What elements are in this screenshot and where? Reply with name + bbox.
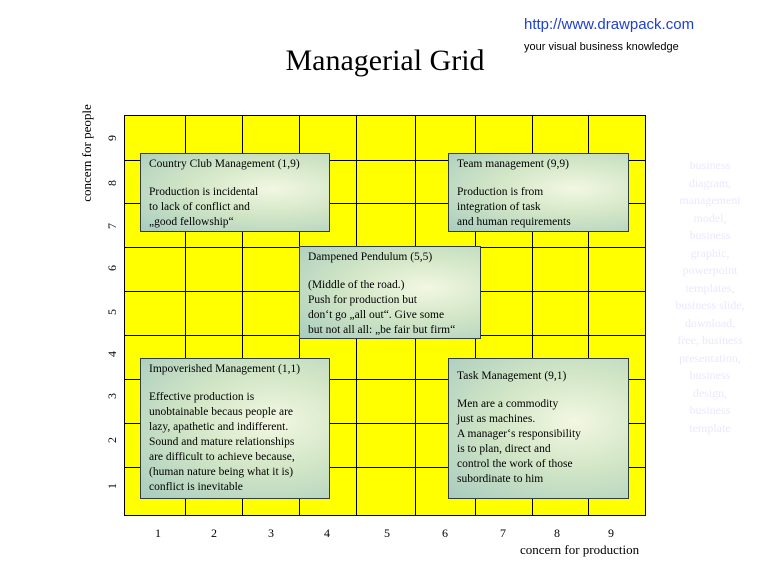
y-tick: 8 — [105, 180, 119, 186]
box-impoverished-title: Impoverished Management (1,1) — [149, 363, 301, 375]
watermark-line: free, business — [677, 333, 743, 347]
watermark-line: powerpoint — [682, 263, 738, 277]
y-tick: 7 — [105, 223, 119, 229]
box-line: are difficult to achieve because, — [149, 451, 295, 463]
x-tick: 9 — [608, 526, 614, 540]
box-country-club — [140, 153, 330, 232]
y-tick: 1 — [105, 483, 119, 489]
box-team — [448, 153, 629, 232]
page-title: Managerial Grid — [285, 44, 485, 77]
tagline: your visual business knowledge — [524, 41, 679, 53]
box-line: conflict is inevitable — [149, 481, 243, 493]
box-line: and human requirements — [457, 216, 571, 228]
box-line: just as machines. — [457, 413, 536, 425]
y-tick: 3 — [105, 393, 119, 399]
y-tick: 5 — [105, 309, 119, 315]
box-line: Men are a commodity — [457, 398, 559, 410]
y-tick: 9 — [105, 135, 119, 141]
box-line: Sound and mature relationships — [149, 436, 295, 448]
x-tick: 3 — [268, 526, 274, 540]
watermark-line: diagram, — [688, 175, 732, 190]
watermark-line: business — [689, 228, 731, 242]
box-task-title: Task Management (9,1) — [457, 370, 567, 382]
x-tick: 6 — [442, 526, 448, 540]
box-line: control the work of those — [457, 458, 573, 470]
watermark-line: graphic, — [690, 245, 730, 260]
y-tick: 4 — [105, 351, 119, 357]
box-line: „good fellowship“ — [149, 216, 234, 228]
box-country-club-title: Country Club Management (1,9) — [149, 158, 300, 170]
watermark-text — [660, 157, 760, 437]
watermark-line: management — [679, 193, 741, 207]
box-line: Push for production but — [308, 294, 417, 306]
box-line: (Middle of the road.) — [308, 279, 405, 291]
watermark-line: design, — [692, 385, 728, 400]
box-team-title: Team management (9,9) — [457, 158, 569, 170]
watermark-line: download, — [684, 315, 736, 330]
watermark-line: templates, — [685, 280, 735, 295]
box-line: subordinate to him — [457, 473, 544, 485]
box-impoverished — [140, 358, 330, 499]
box-line: Production is incidental — [149, 186, 259, 198]
y-tick: 2 — [105, 437, 119, 443]
watermark-line: business — [689, 158, 731, 172]
watermark-line: template — [689, 420, 731, 435]
x-axis-label: concern for production — [520, 542, 640, 557]
watermark-line: business slide, — [675, 298, 745, 312]
x-tick: 2 — [211, 526, 217, 540]
watermark-line: business — [689, 403, 731, 417]
box-line: Effective production is — [149, 391, 255, 403]
watermark-line: business — [689, 368, 731, 382]
box-dampened-pendulum — [299, 246, 481, 339]
box-line: but not all all: „be fair but firm“ — [308, 324, 456, 336]
box-line: lazy, apathetic and indifferent. — [149, 421, 289, 433]
x-tick: 4 — [324, 526, 330, 540]
y-axis-label: concern for people — [79, 104, 94, 202]
watermark-line: presentation, — [679, 350, 741, 365]
x-tick: 1 — [155, 526, 161, 540]
box-line: unobtainable becaus people are — [149, 406, 294, 418]
y-tick: 6 — [105, 265, 119, 271]
website-url-link[interactable]: http://www.drawpack.com — [524, 16, 695, 33]
box-line: integration of task — [457, 201, 541, 213]
x-tick: 5 — [384, 526, 390, 540]
box-line: to lack of conflict and — [149, 201, 250, 213]
box-line: don‘t go „all out“. Give some — [308, 309, 445, 321]
box-task — [448, 358, 629, 499]
x-tick: 8 — [554, 526, 560, 540]
box-line: (human nature being what it is) — [149, 466, 294, 478]
box-dampened-pendulum-title: Dampened Pendulum (5,5) — [308, 251, 433, 263]
box-line: Production is from — [457, 186, 544, 198]
box-line: is to plan, direct and — [457, 443, 551, 455]
watermark-line: model, — [693, 210, 727, 225]
box-line: A manager‘s responsibility — [457, 428, 581, 440]
x-tick: 7 — [500, 526, 506, 540]
